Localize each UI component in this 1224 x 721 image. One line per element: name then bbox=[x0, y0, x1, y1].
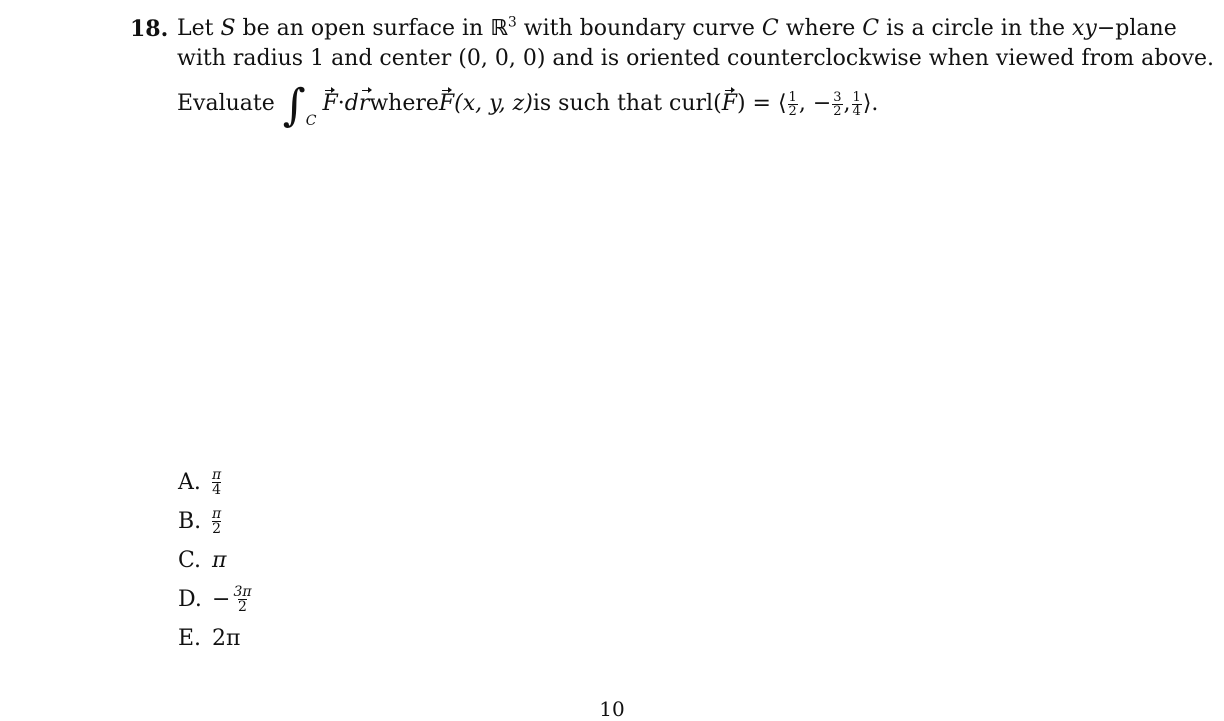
curl-component-3: $\frac{1}{4}$ bbox=[852, 89, 861, 119]
question-number: 18. bbox=[130, 16, 169, 42]
curl-component-2: $\frac{3}{2}$ bbox=[833, 89, 842, 119]
choice-d[interactable] bbox=[178, 580, 252, 619]
choice-value: π 2 bbox=[212, 506, 222, 537]
vector-F-2: F bbox=[439, 89, 454, 119]
choice-label: B. bbox=[178, 509, 202, 534]
choice-value: $\frac{3\pi}{2}$ bbox=[233, 584, 252, 615]
question-line-1: Let S be an open surface in ℝ$^3$ with boundary curve C where C is a circle in the xy−plane bbox=[177, 14, 1177, 41]
choice-value: π bbox=[212, 548, 227, 573]
line-integral bbox=[282, 80, 317, 131]
choice-label: D. bbox=[178, 587, 202, 612]
question-line-3: Evaluate ∫ C F · d r where F (x, y, z) is such that curl( F ) = ⟨ $\frac{1}{2}$ , − $\frac{3}{2}$ , $\frac{1}{4}$ ⟩. bbox=[177, 84, 1187, 124]
choice-c[interactable] bbox=[178, 541, 252, 580]
integral-subscript: C bbox=[305, 113, 317, 129]
choice-label: C. bbox=[178, 548, 202, 573]
question-line-2: with radius 1 and center (0, 0, 0) and is oriented counterclockwise when viewed from above. bbox=[177, 46, 1214, 71]
choice-a[interactable] bbox=[178, 463, 252, 502]
vector-r: r bbox=[359, 89, 370, 119]
choice-label: A. bbox=[178, 470, 201, 495]
integral-sign: ∫ bbox=[282, 80, 306, 131]
question-text bbox=[177, 14, 1214, 131]
answer-choices bbox=[178, 463, 252, 658]
choice-value: π 4 bbox=[212, 467, 222, 498]
choice-label: E. bbox=[178, 626, 202, 651]
curl-component-1: $\frac{1}{2}$ bbox=[788, 89, 797, 119]
vector-F-3: F bbox=[722, 89, 737, 119]
vector-F: F bbox=[322, 89, 337, 119]
choice-e[interactable] bbox=[178, 619, 252, 658]
choice-sign: − bbox=[212, 587, 231, 612]
page-number: 10 bbox=[599, 697, 625, 721]
evaluate-text: Evaluate bbox=[177, 91, 275, 116]
choice-b[interactable] bbox=[178, 502, 252, 541]
choice-value: 2π bbox=[212, 626, 241, 651]
